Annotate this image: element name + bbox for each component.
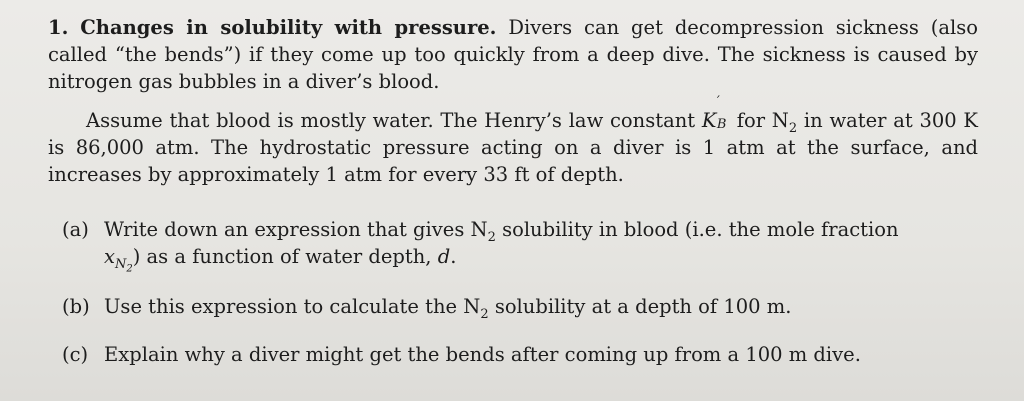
part-a-text-2: solubility in blood (i.e. the mole fraction	[502, 218, 899, 241]
part-a: (a) Write down an expression that gives $N_2$ solubility in blood (i.e. the mole fraction $x_{N_2}$) as a function of water depth, d.	[62, 218, 899, 275]
mole-fraction-symbol: $x_{N_2}$	[104, 245, 133, 275]
part-a-label: (a)	[62, 218, 89, 241]
problem-title: Changes in solubility with pressure.	[80, 16, 497, 39]
problem-intro-paragraph	[48, 14, 978, 95]
n2-subscript: 2	[788, 120, 798, 136]
part-b-label: (b)	[62, 295, 90, 318]
context-text-c: in water at 300 K is 86,000 atm. The hydrostatic pressure acting on a diver is 1 atm at the surface, and increases by approximately 1 atm for every 33 ft of depth.	[48, 109, 978, 186]
problem-context-paragraph	[48, 94, 978, 188]
part-c	[62, 341, 978, 368]
depth-variable: d	[437, 245, 451, 268]
part-b-text-2: solubility at a depth of 100 m.	[494, 295, 792, 318]
problem-number: 1.	[48, 16, 69, 39]
problem-intro-text: Divers can get decompression sickness (also called “the bends”) if they come up too quickly from a deep dive. The sickness is caused by nitrogen gas bubbles in a diver’s blood.	[48, 16, 979, 93]
part-c-text-1: Explain why a diver might get the bends after coming up from a 100 m dive.	[104, 343, 861, 366]
part-b: (b) Use this expression to calculate the $N_2$ solubility at a depth of 100 m.	[62, 295, 792, 322]
part-a-text-4: ) as a function of water depth,	[132, 245, 432, 268]
part-b-text-1: Use this expression to calculate the N	[104, 295, 481, 318]
henry-constant-symbol: K ′ B	[701, 94, 727, 132]
part-a-text-1: Write down an expression that gives N	[104, 218, 488, 241]
context-text-b: for N	[736, 109, 789, 132]
context-text-a: Assume that blood is mostly water. The Henry’s law constant	[86, 109, 696, 132]
part-c-label: (c)	[62, 343, 89, 366]
